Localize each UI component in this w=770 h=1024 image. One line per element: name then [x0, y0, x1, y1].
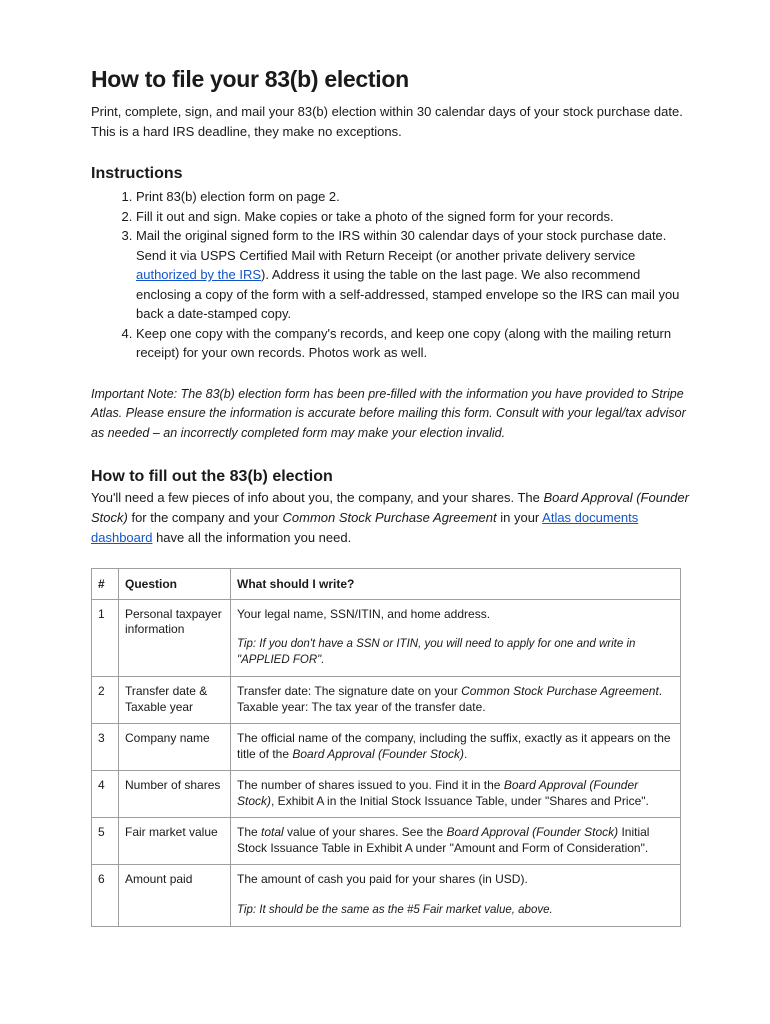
row-question: Personal taxpayer information	[119, 599, 231, 677]
instructions-heading: Instructions	[91, 165, 183, 182]
list-item: 4. Keep one copy with the company's records, and keep one copy (along with the mailing return receipt) for your own records. Photos work as well.	[136, 324, 691, 363]
table-row	[92, 724, 681, 771]
board-approval-ref: Board Approval (Founder Stock)	[91, 490, 689, 525]
answer-text: .	[658, 684, 663, 698]
answer-text: The	[237, 825, 262, 839]
table-row	[92, 865, 681, 927]
row-answer	[231, 677, 681, 724]
row-number: 1	[92, 599, 119, 677]
fill-intro-text: You'll need a few pieces of info about you, the company, and your shares. The	[91, 490, 544, 505]
row-question: Fair market value	[119, 818, 231, 865]
row-answer	[231, 599, 681, 677]
page-title: How to file your 83(b) election	[91, 66, 409, 92]
tip-text: Tip: If you don't have a SSN or ITIN, you will need to apply for one and write in "APPLIED FOR".	[237, 638, 636, 666]
fill-intro-text: in your	[496, 510, 543, 525]
row-answer	[231, 724, 681, 771]
step3-text-b: ). Address it using the table on the last page. We also recommend enclosing a copy of the form with a self-addressed, stamped envelope so the IRS can mail you back a date-stamped copy.	[136, 267, 680, 321]
answer-italic: Common Stock Purchase Agreement	[461, 684, 659, 698]
table-row	[92, 818, 681, 865]
row-question: Company name	[119, 724, 231, 771]
answer-text: The amount of cash you paid for your shares (in USD).	[237, 872, 528, 886]
table-row	[92, 599, 681, 677]
row-answer	[231, 771, 681, 818]
row-number: 6	[92, 865, 119, 927]
tip-text: Tip: It should be the same as the #5 Fair market value, above.	[237, 903, 553, 916]
question-table	[91, 568, 681, 927]
answer-text: Transfer date: The signature date on your	[237, 684, 462, 698]
column-header: #	[92, 569, 119, 600]
purchase-agreement-ref: Common Stock Purchase Agreement	[282, 510, 497, 525]
answer-italic: Board Approval (Founder Stock)	[446, 825, 619, 839]
answer-italic: total	[261, 825, 284, 839]
row-number: 2	[92, 677, 119, 724]
important-note: Important Note: The 83(b) election form has been pre-filled with the information you have provided to Stripe Atlas. Please ensure the information is accurate before mailing this form. Consult with your legal/tax advisor as needed – an incorrectly completed form may make your election invalid.	[91, 386, 686, 440]
irs-authorized-link[interactable]: authorized by the IRS	[136, 267, 262, 282]
answer-text: Initial Stock Issuance Table in Exhibit A under "Amount and Form of Consideration".	[237, 825, 650, 855]
answer-text: Taxable year: The tax year of the transfer date.	[237, 699, 486, 714]
fill-intro-paragraph	[91, 488, 691, 548]
document-page	[91, 62, 691, 927]
list-item: 1. Print 83(b) election form on page 2.	[136, 187, 691, 207]
instructions-list	[91, 187, 691, 363]
list-item	[136, 226, 691, 324]
row-answer	[231, 865, 681, 927]
table-header-row	[92, 569, 681, 600]
fill-intro-text: for the company and your	[127, 510, 283, 525]
answer-text: .	[464, 746, 468, 761]
fill-heading: How to fill out the 83(b) election	[91, 468, 333, 485]
row-question: Transfer date & Taxable year	[119, 677, 231, 724]
row-number: 5	[92, 818, 119, 865]
answer-text: The official name of the company, including the suffix, exactly as it appears on the title of the	[237, 731, 671, 761]
fill-intro-text: have all the information you need.	[152, 530, 352, 545]
row-answer	[231, 818, 681, 865]
step3-text-a: Mail the original signed form to the IRS within 30 calendar days of your stock purchase date. Send it via USPS Certified Mail with Return Receipt (or another private delivery service	[136, 228, 667, 263]
column-header: What should I write?	[231, 569, 681, 600]
answer-text: value of your shares. See the	[283, 825, 447, 839]
answer-text: , Exhibit A in the Initial Stock Issuance Table, under "Shares and Price".	[271, 793, 649, 808]
row-question: Number of shares	[119, 771, 231, 818]
column-header: Question	[119, 569, 231, 600]
intro-paragraph: Print, complete, sign, and mail your 83(b) election within 30 calendar days of your stock purchase date. This is a hard IRS deadline, they make no exceptions.	[91, 104, 683, 139]
answer-text: Your legal name, SSN/ITIN, and home address.	[237, 606, 491, 621]
answer-text: The number of shares issued to you. Find it in the	[237, 778, 504, 792]
table-row	[92, 771, 681, 818]
answer-italic: Board Approval (Founder Stock)	[237, 778, 639, 808]
atlas-dashboard-link[interactable]: Atlas documents dashboard	[91, 510, 639, 545]
row-question: Amount paid	[119, 865, 231, 927]
row-number: 4	[92, 771, 119, 818]
list-item: 2. Fill it out and sign. Make copies or take a photo of the signed form for your records.	[136, 207, 691, 227]
answer-italic: Board Approval (Founder Stock)	[292, 746, 465, 761]
table-row	[92, 677, 681, 724]
row-number: 3	[92, 724, 119, 771]
